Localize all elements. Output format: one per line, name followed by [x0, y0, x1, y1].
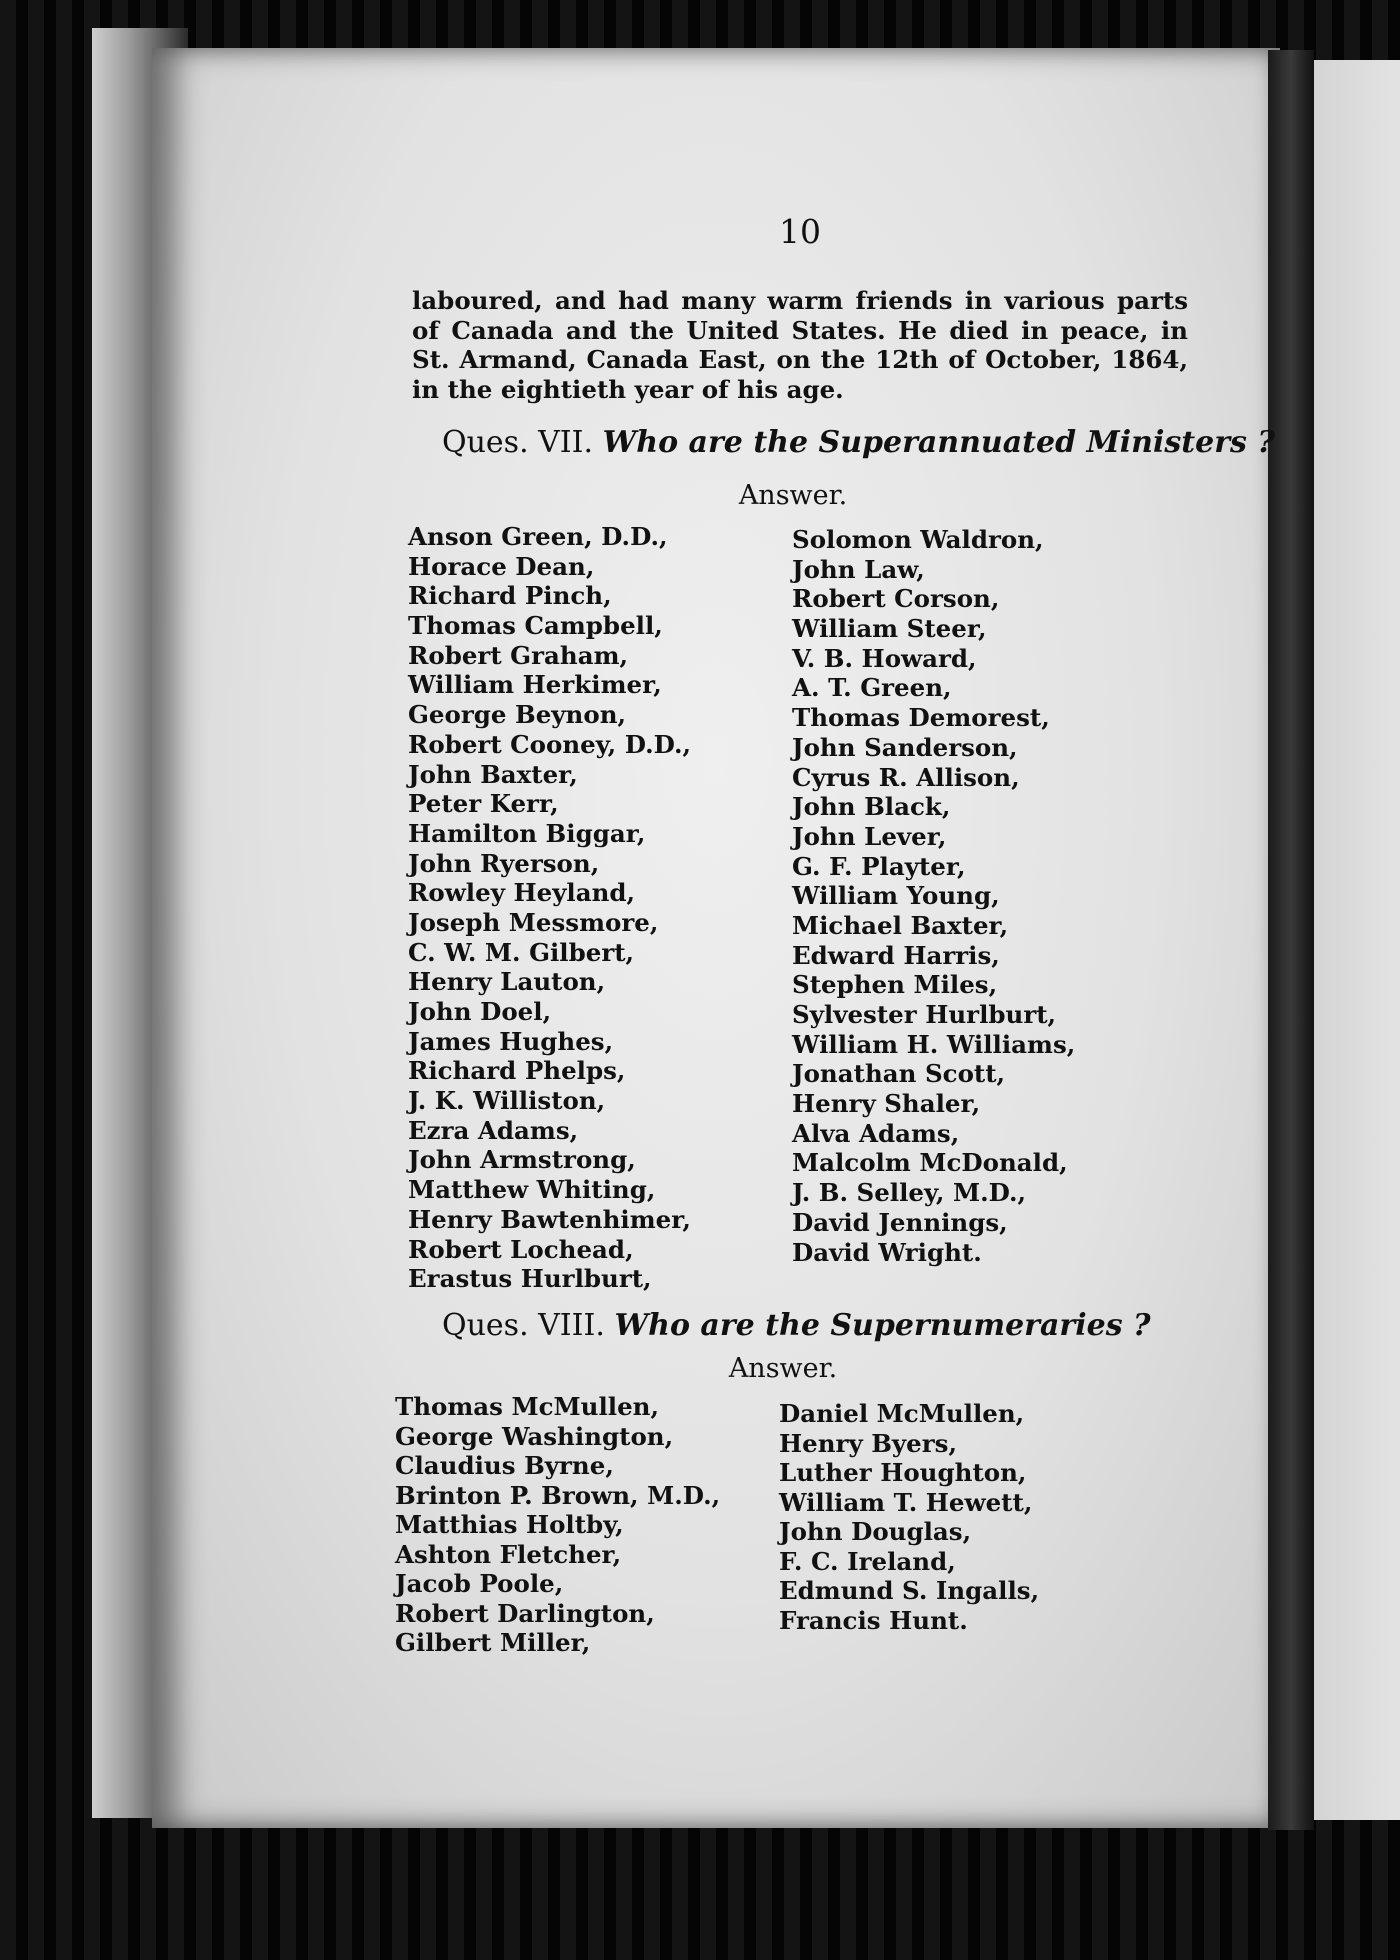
- list-item: Thomas Campbell,: [408, 611, 663, 641]
- page-number: 10: [779, 212, 821, 251]
- list-item: William H. Williams,: [792, 1029, 1076, 1059]
- list-item: G. F. Playter,: [792, 851, 966, 881]
- list-item: John Lever,: [792, 821, 947, 851]
- continuation-paragraph: laboured, and had many warm friends in various parts of Canada and the United States. He died in peace, in St. Armand, Canada East, on the 12th of October, 1864, in the eightieth year of his age.: [412, 286, 1188, 404]
- list-item: Horace Dean,: [408, 551, 595, 581]
- book-gutter: [1268, 50, 1314, 1830]
- superannuated-left-list: [408, 522, 691, 1294]
- list-item: Gilbert Miller,: [395, 1628, 591, 1657]
- list-item: Edward Harris,: [792, 940, 1000, 970]
- list-item: A. T. Green,: [792, 673, 952, 703]
- list-item: Thomas Demorest,: [792, 703, 1050, 733]
- list-item: Rowley Heyland,: [408, 878, 636, 908]
- list-item: Robert Corson,: [792, 584, 1000, 614]
- list-item: J. B. Selley, M.D.,: [792, 1178, 1027, 1208]
- list-item: Henry Byers,: [779, 1428, 957, 1458]
- list-item: Matthias Holtby,: [395, 1510, 624, 1539]
- list-item: Richard Phelps,: [408, 1056, 626, 1086]
- list-item: Claudius Byrne,: [395, 1451, 614, 1480]
- answer-label-vii: Answer.: [738, 480, 848, 511]
- answer-label-viii: Answer.: [728, 1353, 838, 1384]
- list-item: William Herkimer,: [408, 670, 662, 700]
- question-viii-number: Ques. VIII.: [442, 1308, 605, 1343]
- list-item: Richard Pinch,: [408, 581, 612, 611]
- list-item: Henry Bawtenhimer,: [408, 1204, 691, 1234]
- list-item: Edmund S. Ingalls,: [779, 1576, 1040, 1605]
- list-item: Henry Shaler,: [792, 1089, 981, 1119]
- list-item: Anson Green, D.D.,: [408, 522, 668, 551]
- list-item: Brinton P. Brown, M.D.,: [395, 1480, 721, 1510]
- list-item: Solomon Waldron,: [792, 525, 1044, 554]
- list-item: Robert Darlington,: [395, 1598, 655, 1628]
- list-item: Jacob Poole,: [395, 1569, 564, 1598]
- list-item: Alva Adams,: [792, 1118, 960, 1148]
- list-item: George Washington,: [395, 1421, 674, 1451]
- list-item: Michael Baxter,: [792, 910, 1009, 940]
- list-item: John Baxter,: [408, 759, 578, 789]
- list-item: Matthew Whiting,: [408, 1175, 656, 1205]
- list-item: Ezra Adams,: [408, 1115, 579, 1145]
- question-viii-text: Who are the Supernumeraries ?: [614, 1308, 1151, 1343]
- list-item: J. K. Williston,: [408, 1086, 606, 1116]
- superannuated-right-list: [792, 525, 1075, 1267]
- list-item: V. B. Howard,: [792, 643, 977, 673]
- supernumeraries-left-list: [395, 1392, 720, 1658]
- question-vii-number: Ques. VII.: [442, 425, 594, 460]
- list-item: Ashton Fletcher,: [395, 1539, 622, 1569]
- list-item: John Douglas,: [779, 1517, 972, 1546]
- list-item: John Sanderson,: [792, 732, 1018, 762]
- list-item: Luther Houghton,: [779, 1458, 1027, 1487]
- list-item: Francis Hunt.: [779, 1605, 968, 1635]
- list-item: Cyrus R. Allison,: [792, 762, 1020, 792]
- list-item: William Young,: [792, 881, 1000, 911]
- list-item: William T. Hewett,: [779, 1487, 1033, 1517]
- list-item: John Ryerson,: [408, 848, 600, 878]
- list-item: David Jennings,: [792, 1207, 1008, 1237]
- list-item: Peter Kerr,: [408, 789, 559, 819]
- list-item: Malcolm McDonald,: [792, 1148, 1068, 1178]
- list-item: Daniel McMullen,: [779, 1399, 1025, 1428]
- list-item: John Armstrong,: [408, 1145, 636, 1175]
- list-item: John Law,: [792, 554, 925, 584]
- list-item: John Black,: [792, 792, 951, 822]
- list-item: Hamilton Biggar,: [408, 818, 646, 848]
- supernumeraries-right-list: [779, 1399, 1039, 1635]
- list-item: Jonathan Scott,: [792, 1059, 1006, 1089]
- list-item: Robert Lochead,: [408, 1234, 634, 1264]
- list-item: C. W. M. Gilbert,: [408, 937, 635, 967]
- list-item: Henry Lauton,: [408, 967, 606, 997]
- list-item: Thomas McMullen,: [395, 1392, 660, 1421]
- question-vii: [442, 425, 1275, 460]
- list-item: F. C. Ireland,: [779, 1546, 956, 1576]
- question-vii-text: Who are the Superannuated Ministers ?: [602, 425, 1275, 460]
- list-item: George Beynon,: [408, 700, 627, 730]
- question-viii: [442, 1308, 1202, 1343]
- list-item: David Wright.: [792, 1237, 982, 1267]
- adjacent-page-fragment: [1314, 60, 1400, 1820]
- list-item: Robert Graham,: [408, 640, 629, 670]
- list-item: Stephen Miles,: [792, 970, 998, 1000]
- list-item: John Doel,: [408, 997, 552, 1026]
- list-item: James Hughes,: [408, 1026, 614, 1056]
- list-item: Sylvester Hurlburt,: [792, 1000, 1057, 1029]
- list-item: Erastus Hurlburt,: [408, 1264, 652, 1294]
- list-item: William Steer,: [792, 614, 987, 644]
- list-item: Joseph Messmore,: [408, 907, 659, 937]
- list-item: Robert Cooney, D.D.,: [408, 729, 692, 759]
